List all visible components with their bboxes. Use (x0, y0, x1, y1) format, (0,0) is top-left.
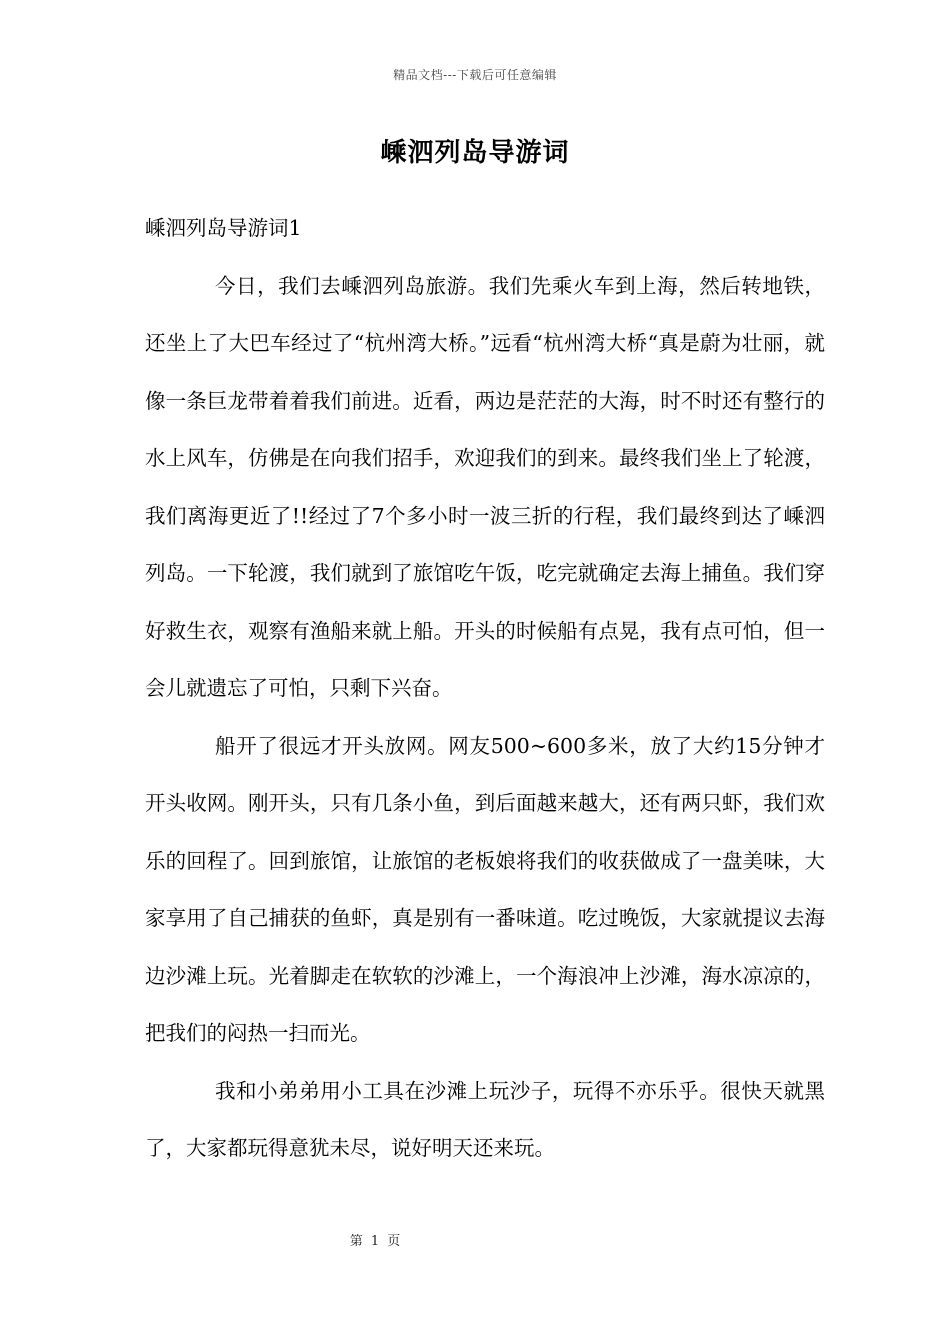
document-title: 嵊泗列岛导游词 (380, 138, 570, 168)
section-subtitle: 嵊泗列岛导游词1 (145, 216, 302, 240)
page-number: 第 1 页 (349, 1234, 401, 1249)
page-header: 精品文档---下载后可任意编辑 (393, 68, 557, 82)
paragraph-3: 我和小弟弟用小工具在沙滩上玩沙子，玩得不亦乐乎。很快天就黑了，大家都玩得意犹未尽，说好明天还来玩。 (145, 1078, 825, 1160)
paragraph-2: 船开了很远才开头放网。网友500~600多米，放了大约15分钟才开头收网。刚开头，只有几条小鱼，到后面越来越大，还有两只虾，我们欢乐的回程了。回到旅馆，让旅馆的老板娘将我们的收获做成了一盘美味，大家享用了自己捕获的鱼虾，真是别有一番味道。吃过晚饭，大家就提议去海边沙滩上玩。光着脚走在软软的沙滩上，一个海浪冲上沙滩，海水凉凉的，把我们的闷热一扫而光。 (145, 733, 825, 1045)
document-body (145, 200, 825, 1178)
paragraph-1: 今日，我们去嵊泗列岛旅游。我们先乘火车到上海，然后转地铁，还坐上了大巴车经过了“杭州湾大桥。”远看“杭州湾大桥“真是蔚为壮丽，就像一条巨龙带着着我们前进。近看，两边是茫茫的大海，时不时还有整行的水上风车，仿佛是在向我们招手，欢迎我们的到来。最终我们坐上了轮渡，我们离海更近了!!经过了7个多小时一波三折的行程，我们最终到达了嵊泗列岛。一下轮渡，我们就到了旅馆吃午饭，吃完就确定去海上捕鱼。我们穿好救生衣，观察有渔船来就上船。开头的时候船有点晃，我有点可怕，但一会儿就遗忘了可怕，只剩下兴奋。 (145, 273, 825, 700)
